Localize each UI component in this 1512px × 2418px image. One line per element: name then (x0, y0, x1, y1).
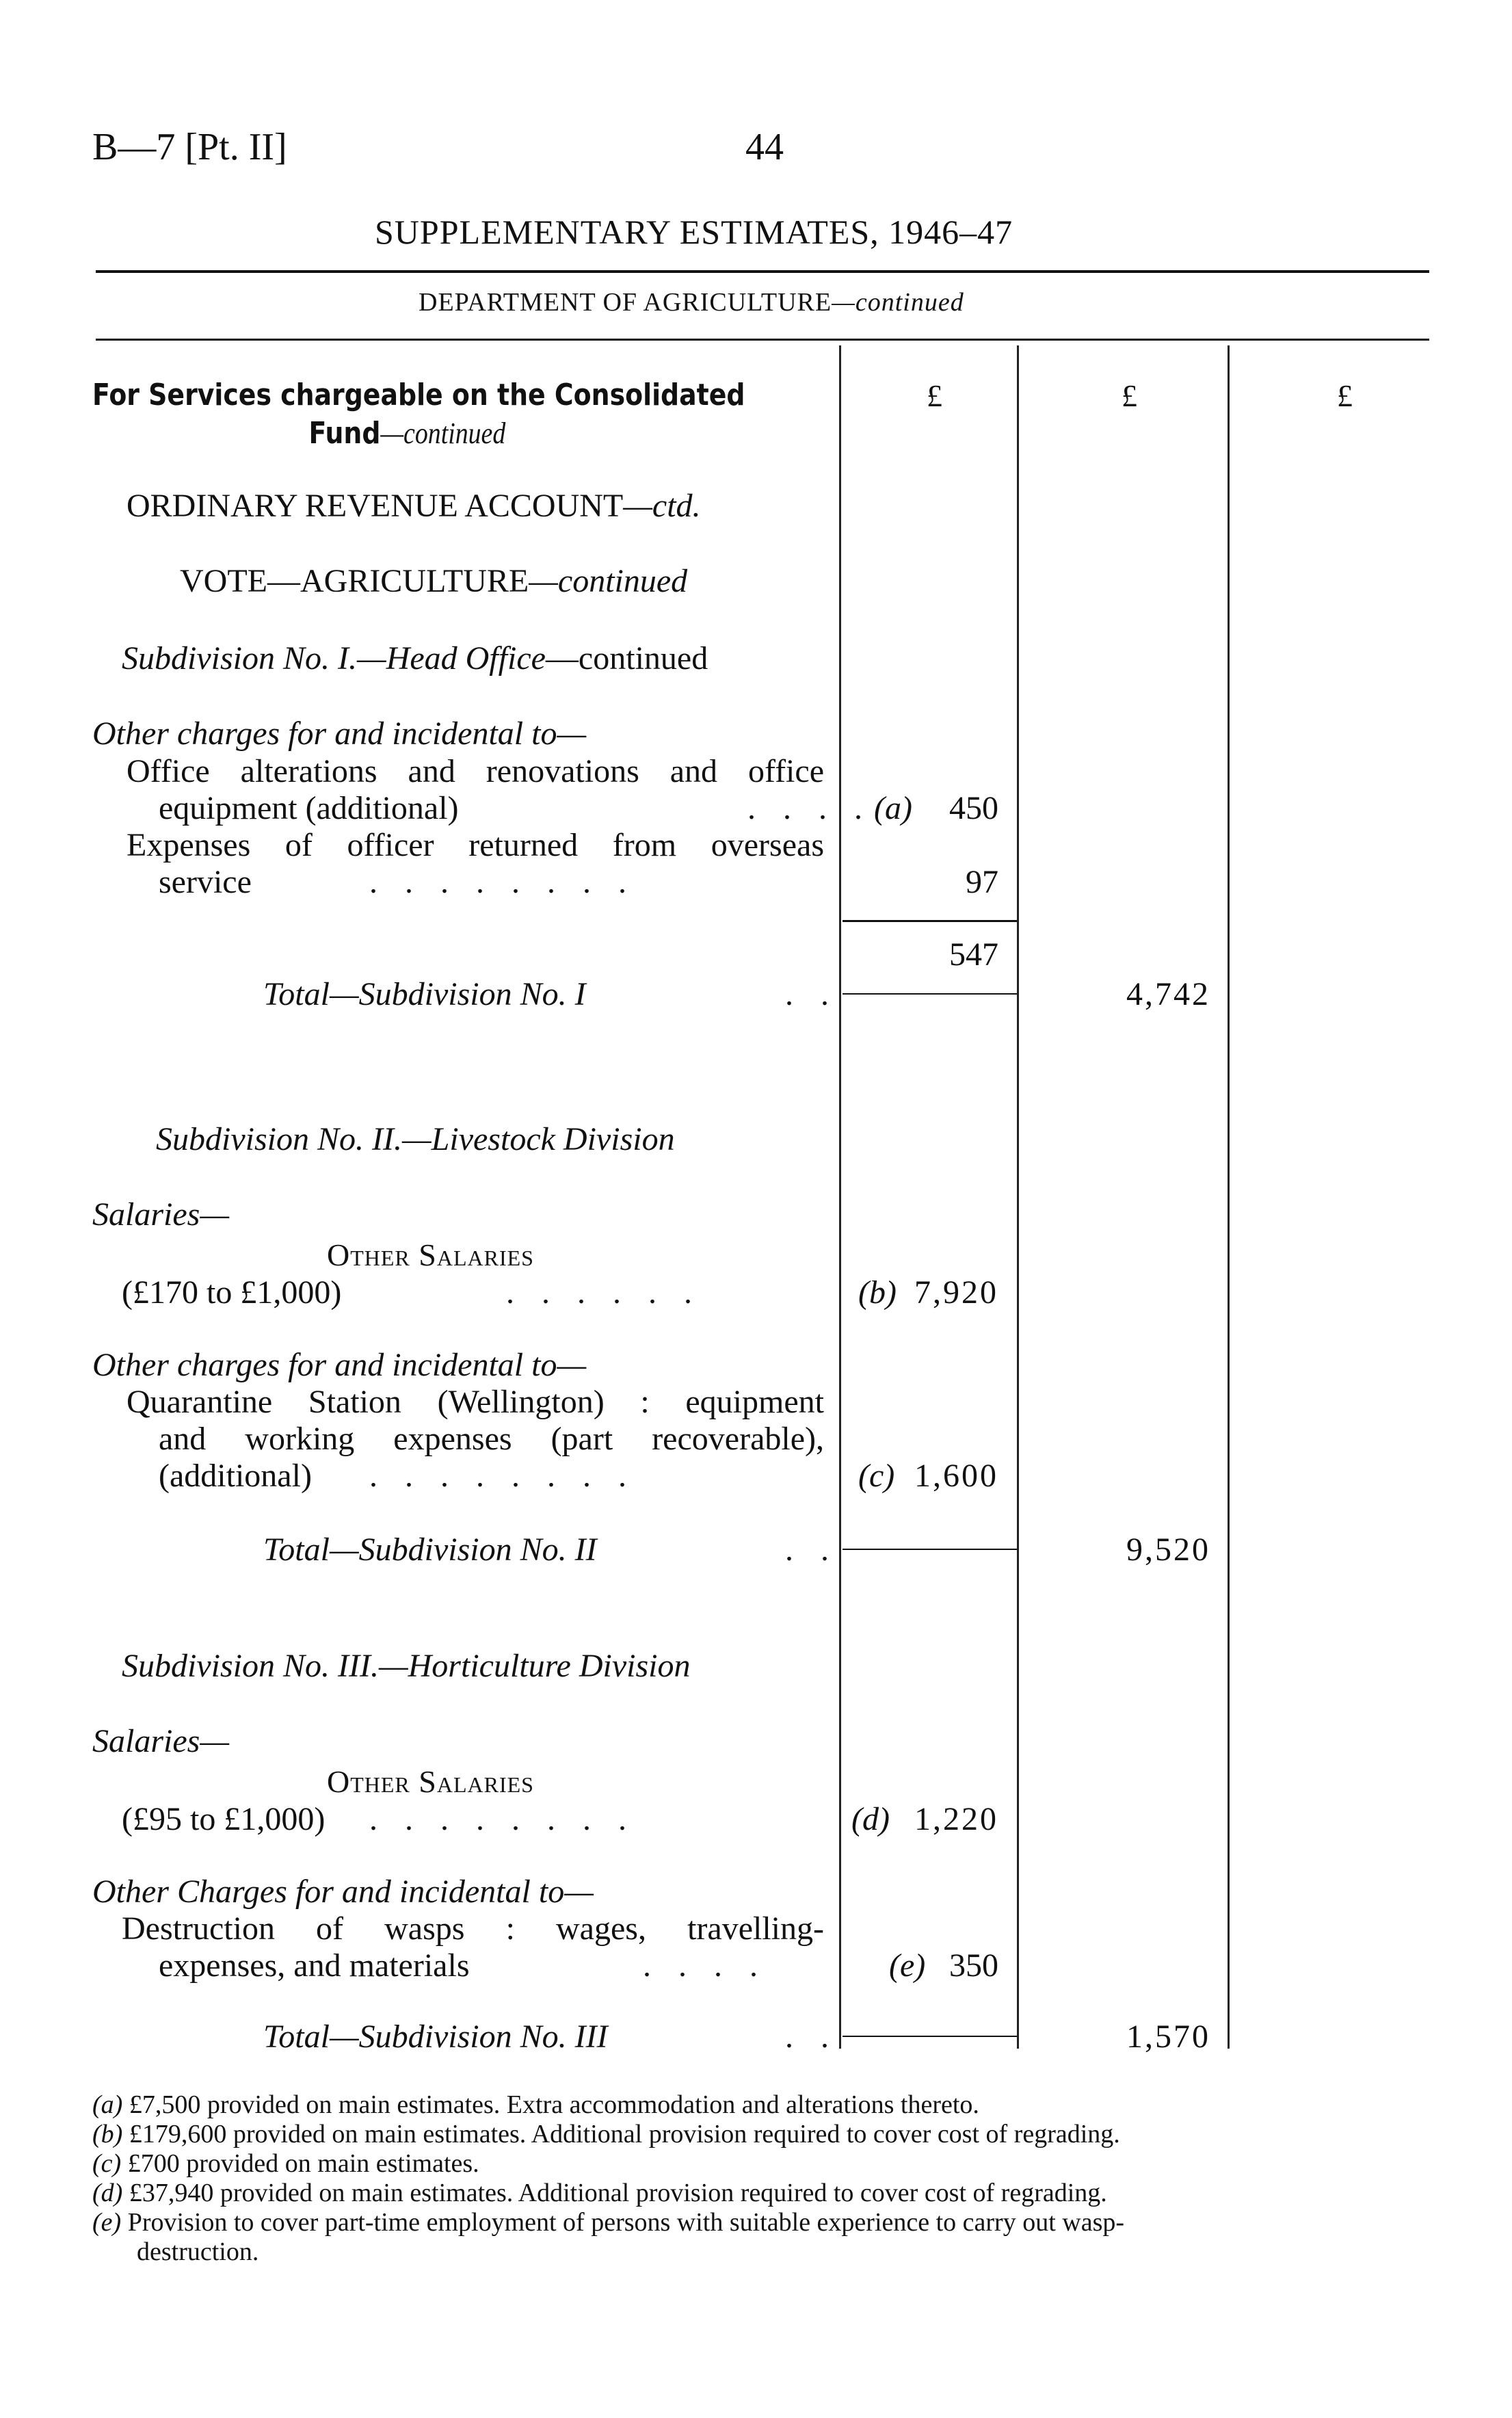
leader-dots: . . . . . . . . (369, 1801, 636, 1837)
column-rule-2 (1017, 345, 1019, 2049)
sub1-item2-line1: Expenses of officer returned from overseas (127, 827, 824, 863)
sub1-item1-note: (a) (874, 790, 912, 826)
services-heading-line2 (92, 415, 745, 453)
services-heading (92, 376, 745, 453)
footnote-mark: (b) (92, 2120, 123, 2148)
footnote-e (92, 2207, 1124, 2237)
footnote-text: £7,500 provided on main estimates. Extra accommodation and alterations thereto. (129, 2090, 979, 2119)
sub3-item-amount: 350 (949, 1947, 998, 1984)
services-fund-suffix: —continued (380, 417, 506, 450)
sub2-salary-range: (£170 to £1,000) (122, 1274, 342, 1311)
sub1-heading (122, 640, 708, 677)
services-fund: Fund (308, 416, 381, 451)
leader-dots: . . . . (747, 790, 872, 826)
leader-dots: . . . . . . . . (369, 864, 636, 900)
document-code: B—7 [Pt. II] (92, 126, 287, 168)
sub1-item1-line2: equipment (additional) (159, 790, 459, 826)
sub3-item-line2: expenses, and materials (159, 1947, 470, 1984)
footnote-d (92, 2178, 1107, 2208)
sub2-item-amount: 1,600 (914, 1458, 998, 1494)
footnote-mark: (d) (92, 2179, 123, 2207)
footnote-mark: (e) (92, 2208, 122, 2237)
sub3-other-salaries: Other Salaries (327, 1764, 534, 1799)
column-rule-1 (839, 345, 841, 2049)
department-suffix: —continued (832, 288, 964, 317)
sub1-heading-suffix: —continued (545, 640, 708, 676)
sub3-item-line1: Destruction of wasps : wages, travelling- (122, 1910, 824, 1947)
leader-dots: . . (785, 976, 838, 1012)
sub3-salary-note: (d) (851, 1801, 890, 1837)
footnote-mark: (a) (92, 2090, 123, 2119)
footnote-text: £179,600 provided on main estimates. Additional provision required to cover cost of regrading. (129, 2120, 1120, 2148)
sub1-total-label: Total—Subdivision No. I (263, 976, 586, 1012)
sub1-subtotal: 547 (949, 936, 998, 973)
sub1-item2-amount: 97 (966, 864, 998, 900)
sub1-other-charges: Other charges for and incidental to— (92, 715, 587, 752)
department-name: DEPARTMENT OF AGRICULTURE (419, 288, 832, 317)
sub3-item-note: (e) (889, 1947, 926, 1984)
sub2-total-label: Total—Subdivision No. II (263, 1532, 597, 1568)
page-number: 44 (745, 126, 784, 168)
page-title: SUPPLEMENTARY ESTIMATES, 1946–47 (375, 213, 1013, 251)
currency-col-1: £ (927, 378, 942, 413)
account-title: ORDINARY REVENUE ACCOUNT (127, 488, 624, 524)
sub3-total-label: Total—Subdivision No. III (263, 2019, 608, 2055)
leader-dots: . . . . (643, 1947, 767, 1984)
department-heading (419, 287, 964, 317)
title-rule (96, 270, 1429, 273)
sub3-salary-range: (£95 to £1,000) (122, 1801, 326, 1837)
account-title-suffix: —ctd. (623, 488, 701, 524)
sub3-total-amount: 1,570 (1126, 2019, 1210, 2055)
vote-title: VOTE—AGRICULTURE (180, 563, 529, 599)
sub2-salary-amount: 7,920 (914, 1274, 998, 1311)
footnote-text: Provision to cover part-time employment of persons with suitable experience to carry out wasp- (127, 2208, 1125, 2237)
sub2-item-line3: (additional) (159, 1458, 312, 1494)
services-heading-line1: For Services chargeable on the Consolidated (92, 378, 745, 412)
sub1-item1-line1: Office alterations and renovations and office (127, 753, 824, 789)
sub2-item-note: (c) (858, 1458, 895, 1494)
sub2-salaries: Salaries— (92, 1196, 230, 1233)
currency-col-3: £ (1337, 378, 1353, 413)
leader-dots: . . . . . . . . (369, 1458, 636, 1494)
sub3-other-charges: Other Charges for and incidental to— (92, 1874, 594, 1910)
vote-title-suffix: —continued (529, 563, 688, 599)
sub2-item-line1: Quarantine Station (Wellington) : equipment (127, 1384, 824, 1420)
leader-dots: . . (785, 1532, 838, 1568)
sub2-item-line2: and working expenses (part recoverable), (159, 1421, 824, 1457)
vote-heading (180, 562, 687, 600)
sub3-total-rule (843, 2036, 1017, 2037)
column-rule-3 (1228, 345, 1230, 2049)
sub1-item1-amount: 450 (949, 790, 998, 826)
currency-col-2: £ (1122, 378, 1137, 413)
sub2-other-charges: Other charges for and incidental to— (92, 1347, 587, 1383)
sub1-total-amount: 4,742 (1126, 976, 1210, 1012)
sub1-heading-title: Subdivision No. I.—Head Office (122, 640, 546, 676)
sub2-heading: Subdivision No. II.—Livestock Division (156, 1121, 675, 1157)
sub2-total-rule (843, 1549, 1017, 1550)
footnote-b (92, 2119, 1120, 2149)
footnote-e-continued: destruction. (137, 2237, 259, 2266)
sub3-salary-amount: 1,220 (914, 1801, 998, 1837)
sub1-item2-line2: service (159, 864, 252, 900)
footnote-c (92, 2148, 479, 2179)
sub3-heading: Subdivision No. III.—Horticulture Division (122, 1648, 691, 1684)
footnote-mark: (c) (92, 2149, 122, 2178)
sub1-total-rule (843, 993, 1017, 995)
department-rule (96, 339, 1429, 341)
leader-dots: . . . . . . (506, 1274, 702, 1311)
sub2-salary-note: (b) (858, 1274, 897, 1311)
footnote-text: £700 provided on main estimates. (127, 2149, 479, 2178)
account-heading (127, 487, 701, 525)
footnote-text: £37,940 provided on main estimates. Additional provision required to cover cost of regrading. (129, 2179, 1107, 2207)
footnote-a (92, 2090, 979, 2120)
leader-dots: . . (785, 2019, 838, 2055)
sub1-subtotal-rule (843, 920, 1017, 922)
sub3-salaries: Salaries— (92, 1723, 230, 1759)
sub2-total-amount: 9,520 (1126, 1532, 1210, 1568)
sub2-other-salaries: Other Salaries (327, 1237, 534, 1272)
